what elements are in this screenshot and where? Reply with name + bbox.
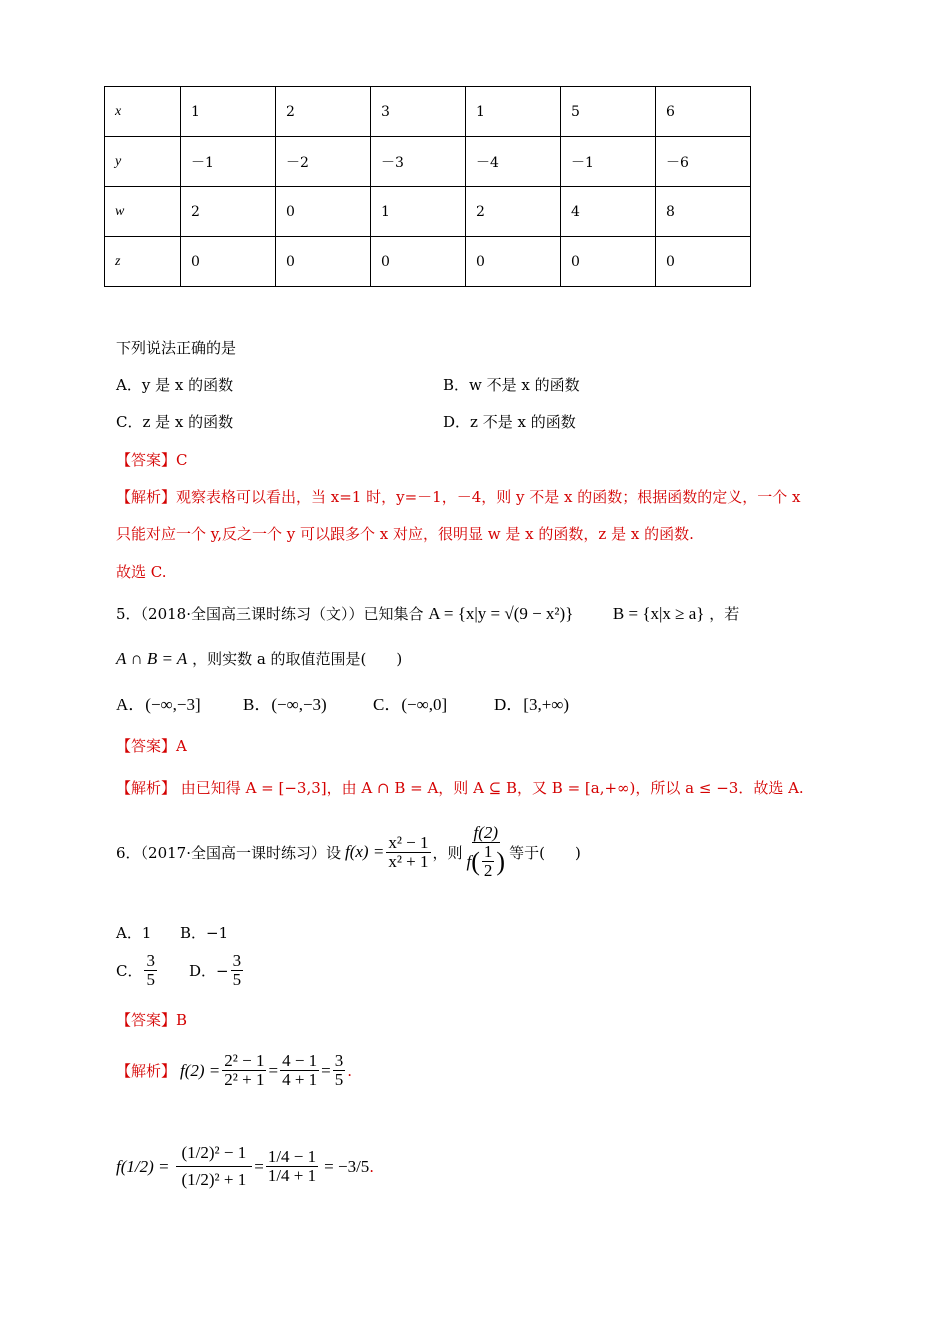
q5-set-b: B = {x|x ≥ a} xyxy=(612,604,705,623)
q6-option-d-num: 3 xyxy=(232,951,242,970)
q5-suffix: ，若 xyxy=(709,605,740,623)
table-cell: －1 xyxy=(181,137,276,187)
q6-ratio-num: f(2) xyxy=(473,823,499,842)
q6-ratio-den-half-den: 2 xyxy=(483,861,493,880)
table-cell: －1 xyxy=(561,137,656,187)
q6-fhalf-frac1-num: (1/2)² − 1 xyxy=(176,1140,253,1167)
q4-analysis-line2: 只能对应一个 y,反之一个 y 可以跟多个 x 对应，很明显 w 是 x 的函数，z 是 x 的函数. xyxy=(116,525,694,543)
q5-stem-line2 xyxy=(116,648,402,669)
table-cell: 1 xyxy=(466,87,561,137)
q5-stem xyxy=(116,603,739,624)
q4-option-b: B．w 不是 x 的函数 xyxy=(443,376,580,394)
q4-analysis-line3: 故选 C. xyxy=(116,563,167,581)
q5-analysis: 由已知得 A = [−3,3]，由 A ∩ B = A，则 A ⊆ B，又 B = [a,+∞)，所以 a ≤ −3．故选 A. xyxy=(180,779,804,797)
q6-f2-frac3 xyxy=(333,1052,346,1089)
q6-f2-frac3-num: 3 xyxy=(334,1051,344,1070)
q6-fx-fraction xyxy=(386,834,430,871)
table-cell: 0 xyxy=(656,237,751,287)
table-cell: 0 xyxy=(276,237,371,287)
q6-f2-lhs: f(2) = xyxy=(180,1060,221,1080)
q6-stem xyxy=(116,824,581,880)
q6-prefix: 6．（2017·全国高一课时练习）设 xyxy=(116,843,341,862)
table-cell: 8 xyxy=(656,187,751,237)
table-row xyxy=(105,237,751,287)
table-cell: 1 xyxy=(371,187,466,237)
q6-option-d-fraction xyxy=(231,952,244,989)
q4-option-a: A．y 是 x 的函数 xyxy=(116,376,234,394)
table-cell: 0 xyxy=(466,237,561,287)
q6-analysis-f2: 【解析】 f(2) = $\frac{\text{2² − 1}}{\text{2² + 1}}$ = $\frac{4 - 1}{4 + 1}$ = $\frac{3}{5}$ . xyxy=(116,1051,353,1089)
q6-option-c-fraction xyxy=(144,952,157,989)
q4-answer: 【答案】C xyxy=(116,451,188,469)
q6-fhalf-frac2 xyxy=(266,1148,318,1185)
table-cell: 0 xyxy=(561,237,656,287)
q5-option-b: B．(−∞,−3) xyxy=(243,695,327,714)
table-cell: －6 xyxy=(656,137,751,187)
q5-answer: 【答案】A xyxy=(116,737,187,755)
table-cell: 6 xyxy=(656,87,751,137)
table-cell: 3 xyxy=(371,87,466,137)
q6-fhalf-frac2-den: 1/4 + 1 xyxy=(267,1166,317,1185)
table-row-label: z xyxy=(105,237,181,287)
q6-f2-frac1-den: 2² + 1 xyxy=(224,1070,265,1089)
q5-prefix: 5．（2018·全国高三课时练习（文））已知集合 xyxy=(116,605,424,623)
q4-analysis-line1: 【解析】观察表格可以看出，当 x=1 时，y=－1，－4，则 y 不是 x 的函数；根据函数的定义，一个 x xyxy=(116,488,801,506)
q5-option-a: A．(−∞,−3] xyxy=(116,695,201,714)
q4-option-c: C．z 是 x 的函数 xyxy=(116,413,234,431)
q6-fhalf-frac1-den: (1/2)² + 1 xyxy=(181,1170,247,1189)
q6-analysis-fhalf: f(1/2) = $\frac{\text{(1/2)² − 1}}{\text{(1/2)² + 1}}$ = $\frac{1/4 - 1}{1/4 + 1}$ = −3/5 . xyxy=(116,1140,374,1193)
table-cell: 2 xyxy=(181,187,276,237)
q4-prompt: 下列说法正确的是 xyxy=(116,339,237,357)
q5-analysis-label: 【解析】 xyxy=(116,779,177,797)
q5-line2-text: ，则实数 a 的取值范围是( ) xyxy=(192,650,403,668)
q6-fhalf-frac2-num: 1/4 − 1 xyxy=(267,1147,317,1166)
q4-option-d: D．z 不是 x 的函数 xyxy=(443,413,576,431)
q6-option-d-label: D．− xyxy=(188,962,229,980)
q6-fx-den: x² + 1 xyxy=(388,851,429,871)
q6-analysis-label: 【解析】 xyxy=(116,1062,177,1080)
table-cell: 0 xyxy=(371,237,466,287)
q6-option-c-num: 3 xyxy=(146,951,155,970)
q6-option-c-label: C． xyxy=(116,962,143,980)
q6-f2-frac3-den: 5 xyxy=(334,1070,344,1089)
table-row xyxy=(105,137,751,187)
q6-f2-frac2 xyxy=(280,1052,319,1089)
data-table xyxy=(104,86,751,287)
q6-f2-frac2-den: 4 + 1 xyxy=(282,1070,318,1089)
table-cell: 0 xyxy=(181,237,276,287)
q6-ratio-den-half-num: 1 xyxy=(483,842,493,861)
table-cell: －4 xyxy=(466,137,561,187)
table-cell: 2 xyxy=(276,87,371,137)
table-row-label: w xyxy=(105,187,181,237)
q6-option-c-den: 5 xyxy=(146,970,155,989)
q6-f2-frac1-num: 2² − 1 xyxy=(224,1051,265,1070)
q6-fhalf-result: = −3/5 xyxy=(324,1156,370,1176)
q5-option-c: C．(−∞,0] xyxy=(373,695,448,714)
table-cell: －3 xyxy=(371,137,466,187)
q6-f2-frac1 xyxy=(222,1052,266,1089)
q6-option-a: A．1 xyxy=(116,924,152,942)
table-row-label: x xyxy=(105,87,181,137)
table-row xyxy=(105,187,751,237)
table-row xyxy=(105,87,751,137)
q6-f2-frac2-num: 4 − 1 xyxy=(282,1051,318,1070)
q6-mid: ，则 xyxy=(432,843,463,862)
q6-option-b: B．−1 xyxy=(180,924,229,942)
q6-fhalf-frac1 xyxy=(176,1140,253,1193)
q6-fx-num: x² − 1 xyxy=(388,832,429,852)
q5-line2-math: A ∩ B = A xyxy=(116,649,188,668)
table-row-label: y xyxy=(105,137,181,187)
table-cell: 2 xyxy=(466,187,561,237)
q6-options-cd xyxy=(116,952,245,989)
q6-fx-lhs: f(x) = xyxy=(345,842,385,861)
table-cell: 1 xyxy=(181,87,276,137)
table-cell: 5 xyxy=(561,87,656,137)
q6-ratio-den: f ( $\frac{1}{2}$ ) xyxy=(466,842,506,880)
table-cell: －2 xyxy=(276,137,371,187)
q6-ratio-den-half xyxy=(482,843,495,880)
q6-fhalf-lhs: f(1/2) = xyxy=(116,1156,170,1176)
table-cell: 0 xyxy=(276,187,371,237)
q5-analysis-row xyxy=(116,777,804,798)
q5-option-d: D．[3,+∞) xyxy=(494,695,570,714)
q6-ratio-fraction xyxy=(465,824,508,880)
table-cell: 4 xyxy=(561,187,656,237)
q6-answer: 【答案】B xyxy=(116,1011,188,1029)
q5-set-a: A = {x|y = √(9 − x²)} xyxy=(428,604,574,623)
q6-option-d-den: 5 xyxy=(232,970,242,989)
q6-suffix: 等于( ) xyxy=(509,843,581,862)
q6-ratio-den-f: f xyxy=(466,851,472,871)
